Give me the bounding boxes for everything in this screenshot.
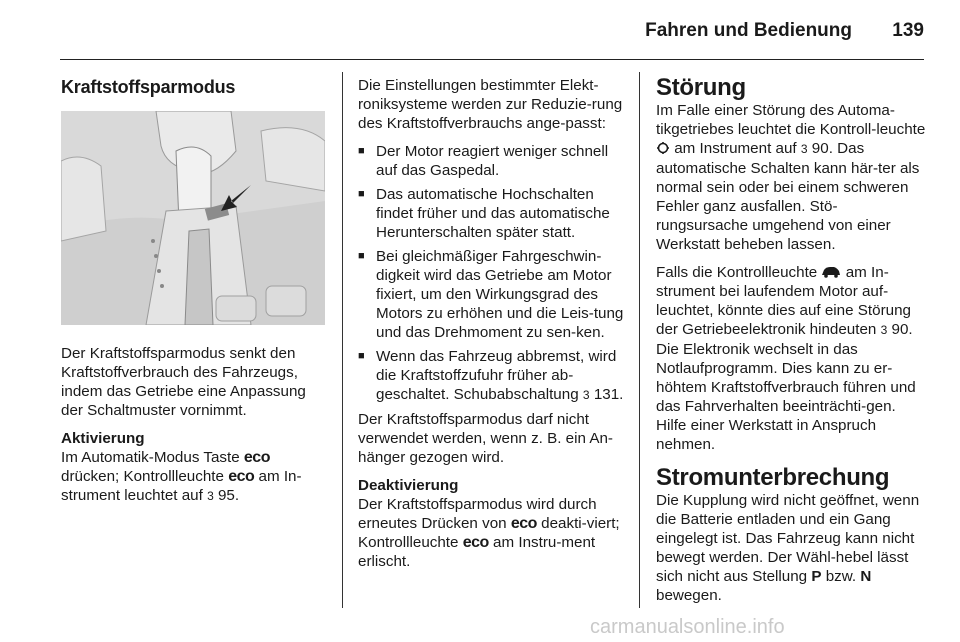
reference-arrow-icon: 3 [880,323,888,337]
bullet-item: ■ Der Motor reagiert weniger schnell auf das Gaspedal. [358,142,626,180]
reference-arrow-icon: 3 [582,388,590,402]
transmission-warning-icon [656,141,670,155]
eco-symbol: eco [243,449,270,466]
bullet-list [358,142,626,405]
engine-car-warning-icon [821,266,841,278]
deaktivierung-heading: Deaktivierung [358,477,459,494]
eco-symbol: eco [228,468,255,485]
intro-paragraph: Der Kraftstoffsparmodus senkt den Kraftstoffverbrauch des Fahrzeugs, indem das Getriebe eine Anpassung der Schaltmuster vornimmt. [61,345,306,419]
deaktivierung-paragraph: Der Kraftstoffsparmodus wird durch erneutes Drücken von eco deakti-viert; Kontrollleuchte eco am Instru-ment erlischt. [358,496,620,570]
column-divider-1 [342,72,343,608]
column-2 [358,76,626,580]
stoerung-heading: Störung [656,74,746,101]
section-heading-kraftstoffsparmodus: Kraftstoffsparmodus [61,77,236,97]
trailer-paragraph: Der Kraftstoffsparmodus darf nicht verwendet werden, wenn z. B. ein An-hänger gezogen wird. [358,411,613,466]
reference-arrow-icon: 3 [207,489,214,503]
bullet-item: ■ Wenn das Fahrzeug abbremst, wird die Kraftstoffzufuhr früher ab-geschaltet. Schubabschaltung 3 131. [358,347,626,405]
eco-symbol: eco [462,534,489,551]
electronics-intro: Die Einstellungen bestimmter Elekt-roniksysteme werden zur Reduzie-rung des Kraftstoffverbrauchs ange-passt: [358,77,623,132]
header-divider [60,59,924,60]
eco-symbol: eco [510,515,537,532]
gear-selector-illustration [61,111,325,325]
watermark: carmanualsonline.info [590,616,785,638]
column-divider-2 [639,72,640,608]
aktivierung-paragraph: Im Automatik-Modus Taste eco drücken; Kontrollleuchte eco am In-strument leuchtet auf 3 95. [61,449,302,504]
aktivierung-heading: Aktivierung [61,430,145,447]
bullet-item: ■ Das automatische Hochschalten findet früher und das automatische Herunterschalten später statt. [358,185,626,242]
page-number: 139 [892,20,924,41]
header-title: Fahren und Bedienung [645,20,852,41]
stoerung-paragraph-2: Falls die Kontrollleuchte am In-strument bei laufendem Motor auf-leuchtet, könnte dies auf eine Störung der Getriebeelektronik hindeuten 3 90. Die Elektronik wechselt in das Notlaufprogramm. Dies kann zu er-höhtem Kraftstoffverbrauch führen und das Fahrverhalten beeinträchti-gen. Hilfe einer Werkstatt in Anspruch nehmen. [656,264,916,453]
stromunterbrechung-heading: Stromunterbrechung [656,464,890,491]
bullet-item: ■ Bei gleichmäßiger Fahrgeschwin-digkeit wird das Getriebe am Motor fixiert, um den Wirkungsgrad des Motors zu erhöhen und die Leis-tung und das Drehmoment zu sen-ken. [358,247,626,342]
column-1 [61,74,327,515]
reference-arrow-icon: 3 [800,142,808,156]
stoerung-paragraph-1: Im Falle einer Störung des Automa-tikgetriebes leuchtet die Kontroll-leuchte am Instrument auf 3 90. Das automatische Schalten kann här-ter als normal sein oder bei einem schweren Fehler ganz ausfallen. Stö-rungsursache umgehend von einer Werkstatt beheben lassen. [656,102,926,253]
column-3 [656,76,928,614]
stromunterbrechung-paragraph: Die Kupplung wird nicht geöffnet, wenn die Batterie entladen und ein Gang eingelegt ist. Das Fahrzeug kann nicht bewegt werden. Der Wähl-hebel lässt sich nicht aus Stellung P bzw. N bewegen. [656,492,920,604]
